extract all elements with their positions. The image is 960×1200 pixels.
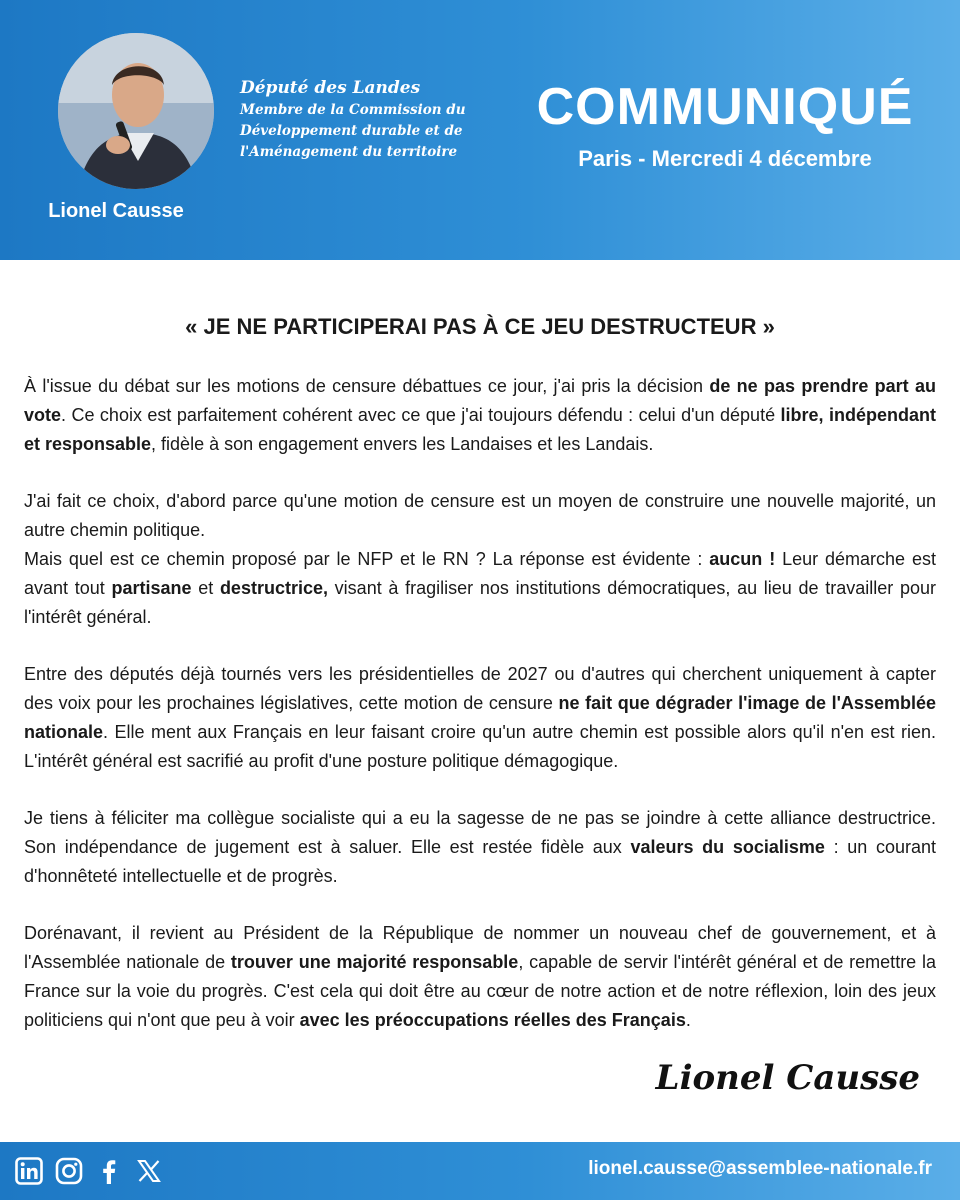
footer-banner — [0, 1142, 960, 1200]
body-text: Dorénavant, il revient au Président de la République de nommer un nouveau chef de gouvernement, et à l'Assemblée nationale de — [24, 923, 936, 972]
role-line: Développement durable et de — [240, 123, 463, 139]
emphasis-text: avec les préoccupations réelles des Français — [299, 1010, 686, 1030]
body-paragraph — [24, 660, 936, 776]
body-text: Entre des députés déjà tournés vers les présidentielles de 2027 ou d'autres qui cherchent uniquement à capter des voix pour les prochaines législatives, cette motion de censure — [24, 664, 936, 713]
contact-email[interactable]: lionel.causse@assemblee-nationale.fr — [588, 1158, 932, 1179]
emphasis-text: destructrice, — [219, 578, 328, 598]
body-paragraph — [24, 372, 936, 459]
instagram-icon[interactable] — [54, 1156, 84, 1186]
body-paragraph — [24, 487, 936, 632]
body-text: Mais quel est ce chemin proposé par le NFP et le RN ? La réponse est évidente : — [24, 549, 710, 569]
linkedin-icon[interactable] — [14, 1156, 44, 1186]
deputy-roles — [240, 78, 480, 163]
social-links — [14, 1156, 164, 1186]
emphasis-text: trouver une majorité responsable — [230, 952, 519, 972]
role-line: l'Aménagement du territoire — [240, 144, 458, 160]
signature: Lionel Causse — [655, 1058, 920, 1098]
body-text: Leur démarche est avant tout — [24, 549, 936, 598]
body-paragraph — [24, 804, 936, 891]
body-text: . Elle ment aux Français en leur faisant croire qu'un autre chemin est possible alors qu'il n'en est rien. L'intérêt général est sacrifié au profit d'une posture politique démagogique. — [24, 722, 936, 771]
document-title: COMMUNIQUÉ — [536, 78, 914, 136]
body-text: . — [685, 1010, 691, 1030]
header-banner — [0, 0, 960, 260]
dateline: Paris - Mercredi 4 décembre — [578, 146, 872, 171]
body-text: Je tiens à féliciter ma collègue socialiste qui a eu la sagesse de ne pas se joindre à cette alliance destructrice. Son indépendance de jugement est à saluer. Elle est restée fidèle aux — [24, 808, 936, 857]
emphasis-text: partisane — [111, 578, 192, 598]
x-icon[interactable] — [134, 1156, 164, 1186]
role-line: Membre de la Commission du — [240, 102, 466, 118]
emphasis-text: de ne pas prendre part au vote — [24, 376, 936, 425]
body-text: , fidèle à son engagement envers les Landaises et les Landais. — [151, 434, 654, 454]
portrait-photo — [58, 33, 214, 189]
emphasis-text: libre, indépendant et responsable — [24, 405, 936, 454]
emphasis-text: ne fait que dégrader l'image de l'Assemblée nationale — [24, 693, 936, 742]
headline: « JE NE PARTICIPERAI PAS À CE JEU DESTRUCTEUR » — [185, 314, 775, 339]
body-text: J'ai fait ce choix, d'abord parce qu'une motion de censure est un moyen de construire une nouvelle majorité, un autre chemin politique. — [24, 491, 936, 540]
body-text: : un courant d'honnêteté intellectuelle et de progrès. — [24, 837, 936, 886]
body-text: . Ce choix est parfaitement cohérent avec ce que j'ai toujours défendu : celui d'un député — [61, 405, 781, 425]
facebook-icon[interactable] — [94, 1156, 124, 1186]
body-text: À l'issue du débat sur les motions de censure débattues ce jour, j'ai pris la décision — [24, 376, 710, 396]
role-main: Député des Landes — [240, 78, 421, 98]
emphasis-text: aucun ! — [709, 549, 776, 569]
body-paragraph — [24, 919, 936, 1035]
body-text: et — [191, 578, 220, 598]
deputy-name: Lionel Causse — [48, 200, 184, 222]
emphasis-text: valeurs du socialisme — [630, 837, 825, 857]
press-release-body — [24, 372, 936, 1063]
body-text: visant à fragiliser nos institutions démocratiques, au lieu de travailler pour l'intérêt général. — [24, 578, 936, 627]
body-text: , capable de servir l'intérêt général et de remettre la France sur la voie du progrès. C'est cela qui doit être au cœur de notre action et de notre réflexion, loin des jeux politiciens qui n'ont que peu à voir — [24, 952, 936, 1030]
